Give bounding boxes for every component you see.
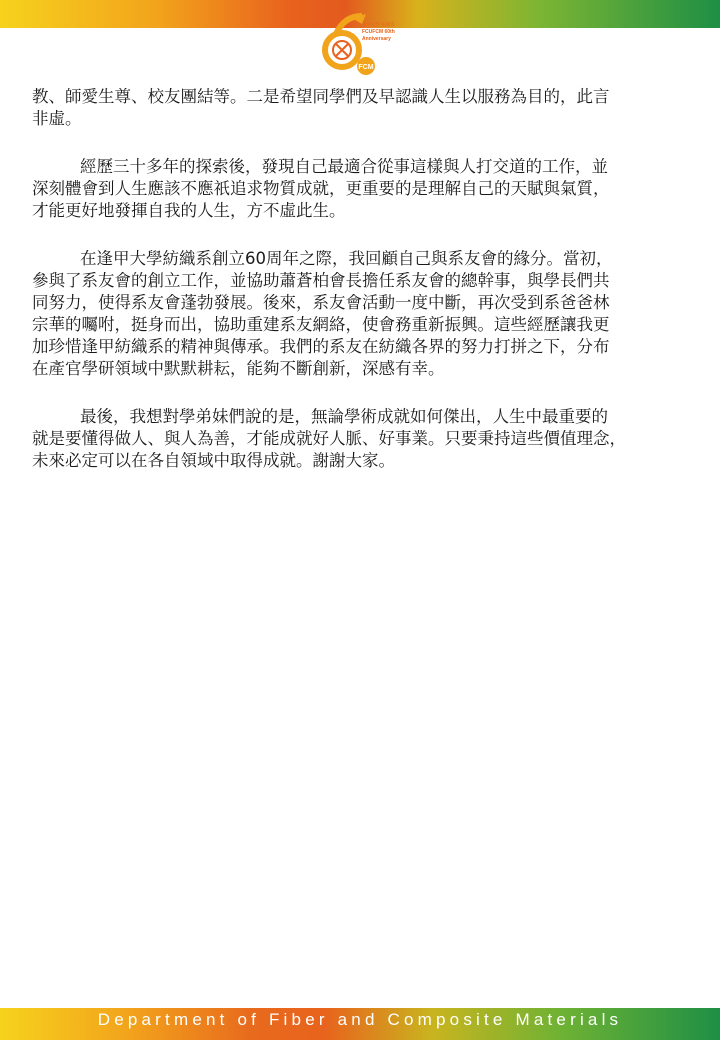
logo-line3: Anniversary [362,36,391,42]
paragraph-2 [32,156,696,222]
text-line: 同努力，使得系友會蓬勃發展。後來，系友會活動一度中斷，再次受到系爸爸林 [32,293,610,312]
text-line: 在產官學研領域中默默耕耘，能夠不斷創新，深感有幸。 [32,359,445,378]
text-line: 深刻體會到人生應該不應祇追求物質成就，更重要的是理解自己的天賦與氣質， [32,179,610,198]
text-line: 在逢甲大學紡織系創立60周年之際，我回顧自己與系友會的緣分。當初， [80,249,613,268]
text-line: 加珍惜逢甲紡織系的精神與傳承。我們的系友在紡織各界的努力打拼之下，分布 [32,337,610,356]
text-line: 經歷三十多年的探索後，發現自己最適合從事這樣與人打交道的工作，並 [80,157,608,176]
text-line: 未來必定可以在各自領域中取得成就。謝謝大家。 [32,451,395,470]
text-line: 宗華的囑咐，挺身而出，協助重建系友網絡，使會務重新振興。這些經歷讓我更 [32,315,610,334]
text-line: 非虛。 [32,109,82,128]
anniversary-logo [322,10,400,78]
paragraph-4 [32,406,696,472]
article-body [32,86,696,498]
logo-line2: FCUFCM 60th [362,29,395,35]
text-line: 教、師愛生尊、校友團結等。二是希望同學們及早認識人生以服務為目的，此言 [32,87,610,106]
text-line: 最後，我想對學弟妹們說的是，無論學術成就如何傑出，人生中最重要的 [80,407,608,426]
text-line: 就是要懂得做人、與人為善，才能成就好人脈、好事業。只要秉持這些價值理念， [32,429,626,448]
footer-department-name: Department of Fiber and Composite Materials [97,1010,623,1029]
text-line: 才能更好地發揮自我的人生，方不虛此生。 [32,201,346,220]
logo-line1: 逢甲大學 紡織系 [362,22,395,27]
paragraph-3 [32,248,696,380]
logo-badge-text: FCM [358,64,374,71]
paragraph-1 [32,86,696,130]
text-line: 參與了系友會的創立工作，並協助蕭蒼柏會長擔任系友會的總幹事，與學長們共 [32,271,610,290]
